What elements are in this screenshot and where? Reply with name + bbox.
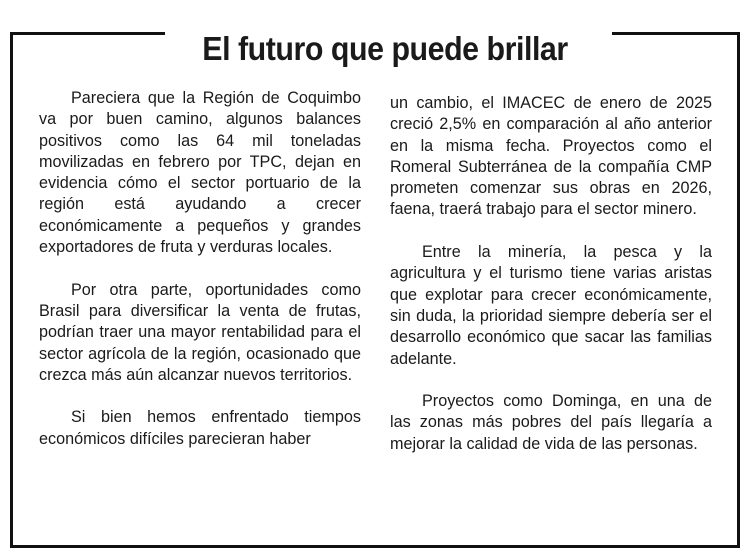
frame-right	[737, 32, 740, 548]
right-paragraph-2: Entre la minería, la pesca y la agricultura y el turismo tiene varias aristas que explotar para crecer económicamente, sin duda, la prioridad siempre debería ser el desarrollo económico que sacar las familias adelante.	[390, 243, 712, 368]
frame-left	[10, 32, 13, 548]
frame-top-left	[10, 32, 165, 35]
left-column	[39, 88, 361, 471]
article-title: El futuro que puede brillar	[202, 30, 568, 67]
left-paragraph-2: Por otra parte, oportunidades como Brasil para diversificar la venta de frutas, podrían traer una mayor rentabilidad para el sector agrícola de la región, ocasionado que crezca más aún alcanzar nuevos territorios.	[39, 280, 361, 384]
right-column	[390, 93, 712, 476]
right-paragraph-1: un cambio, el IMACEC de enero de 2025 creció 2,5% en comparación al año anterior en la misma fecha. Proyectos como el Romeral Subterránea de la compañía CMP prometen comenzar sus obras en 2026, faena, traerá trabajo para el sector minero.	[390, 94, 712, 219]
right-paragraph-3: Proyectos como Dominga, en una de las zonas más pobres del país llegaría a mejorar la calidad de vida de las personas.	[390, 392, 712, 453]
left-paragraph-3: Si bien hemos enfrentado tiempos económicos difíciles parecieran haber	[39, 408, 361, 448]
frame-bottom	[10, 545, 740, 548]
left-paragraph-1: Pareciera que la Región de Coquimbo va por buen camino, algunos balances positivos como las 64 mil toneladas movilizadas en febrero por TPC, dejan en evidencia cómo el sector portuario de la región está ayudando a crecer económicamente a pequeños y grandes exportadores de fruta y verduras locales.	[39, 89, 361, 257]
frame-top-right	[612, 32, 740, 35]
